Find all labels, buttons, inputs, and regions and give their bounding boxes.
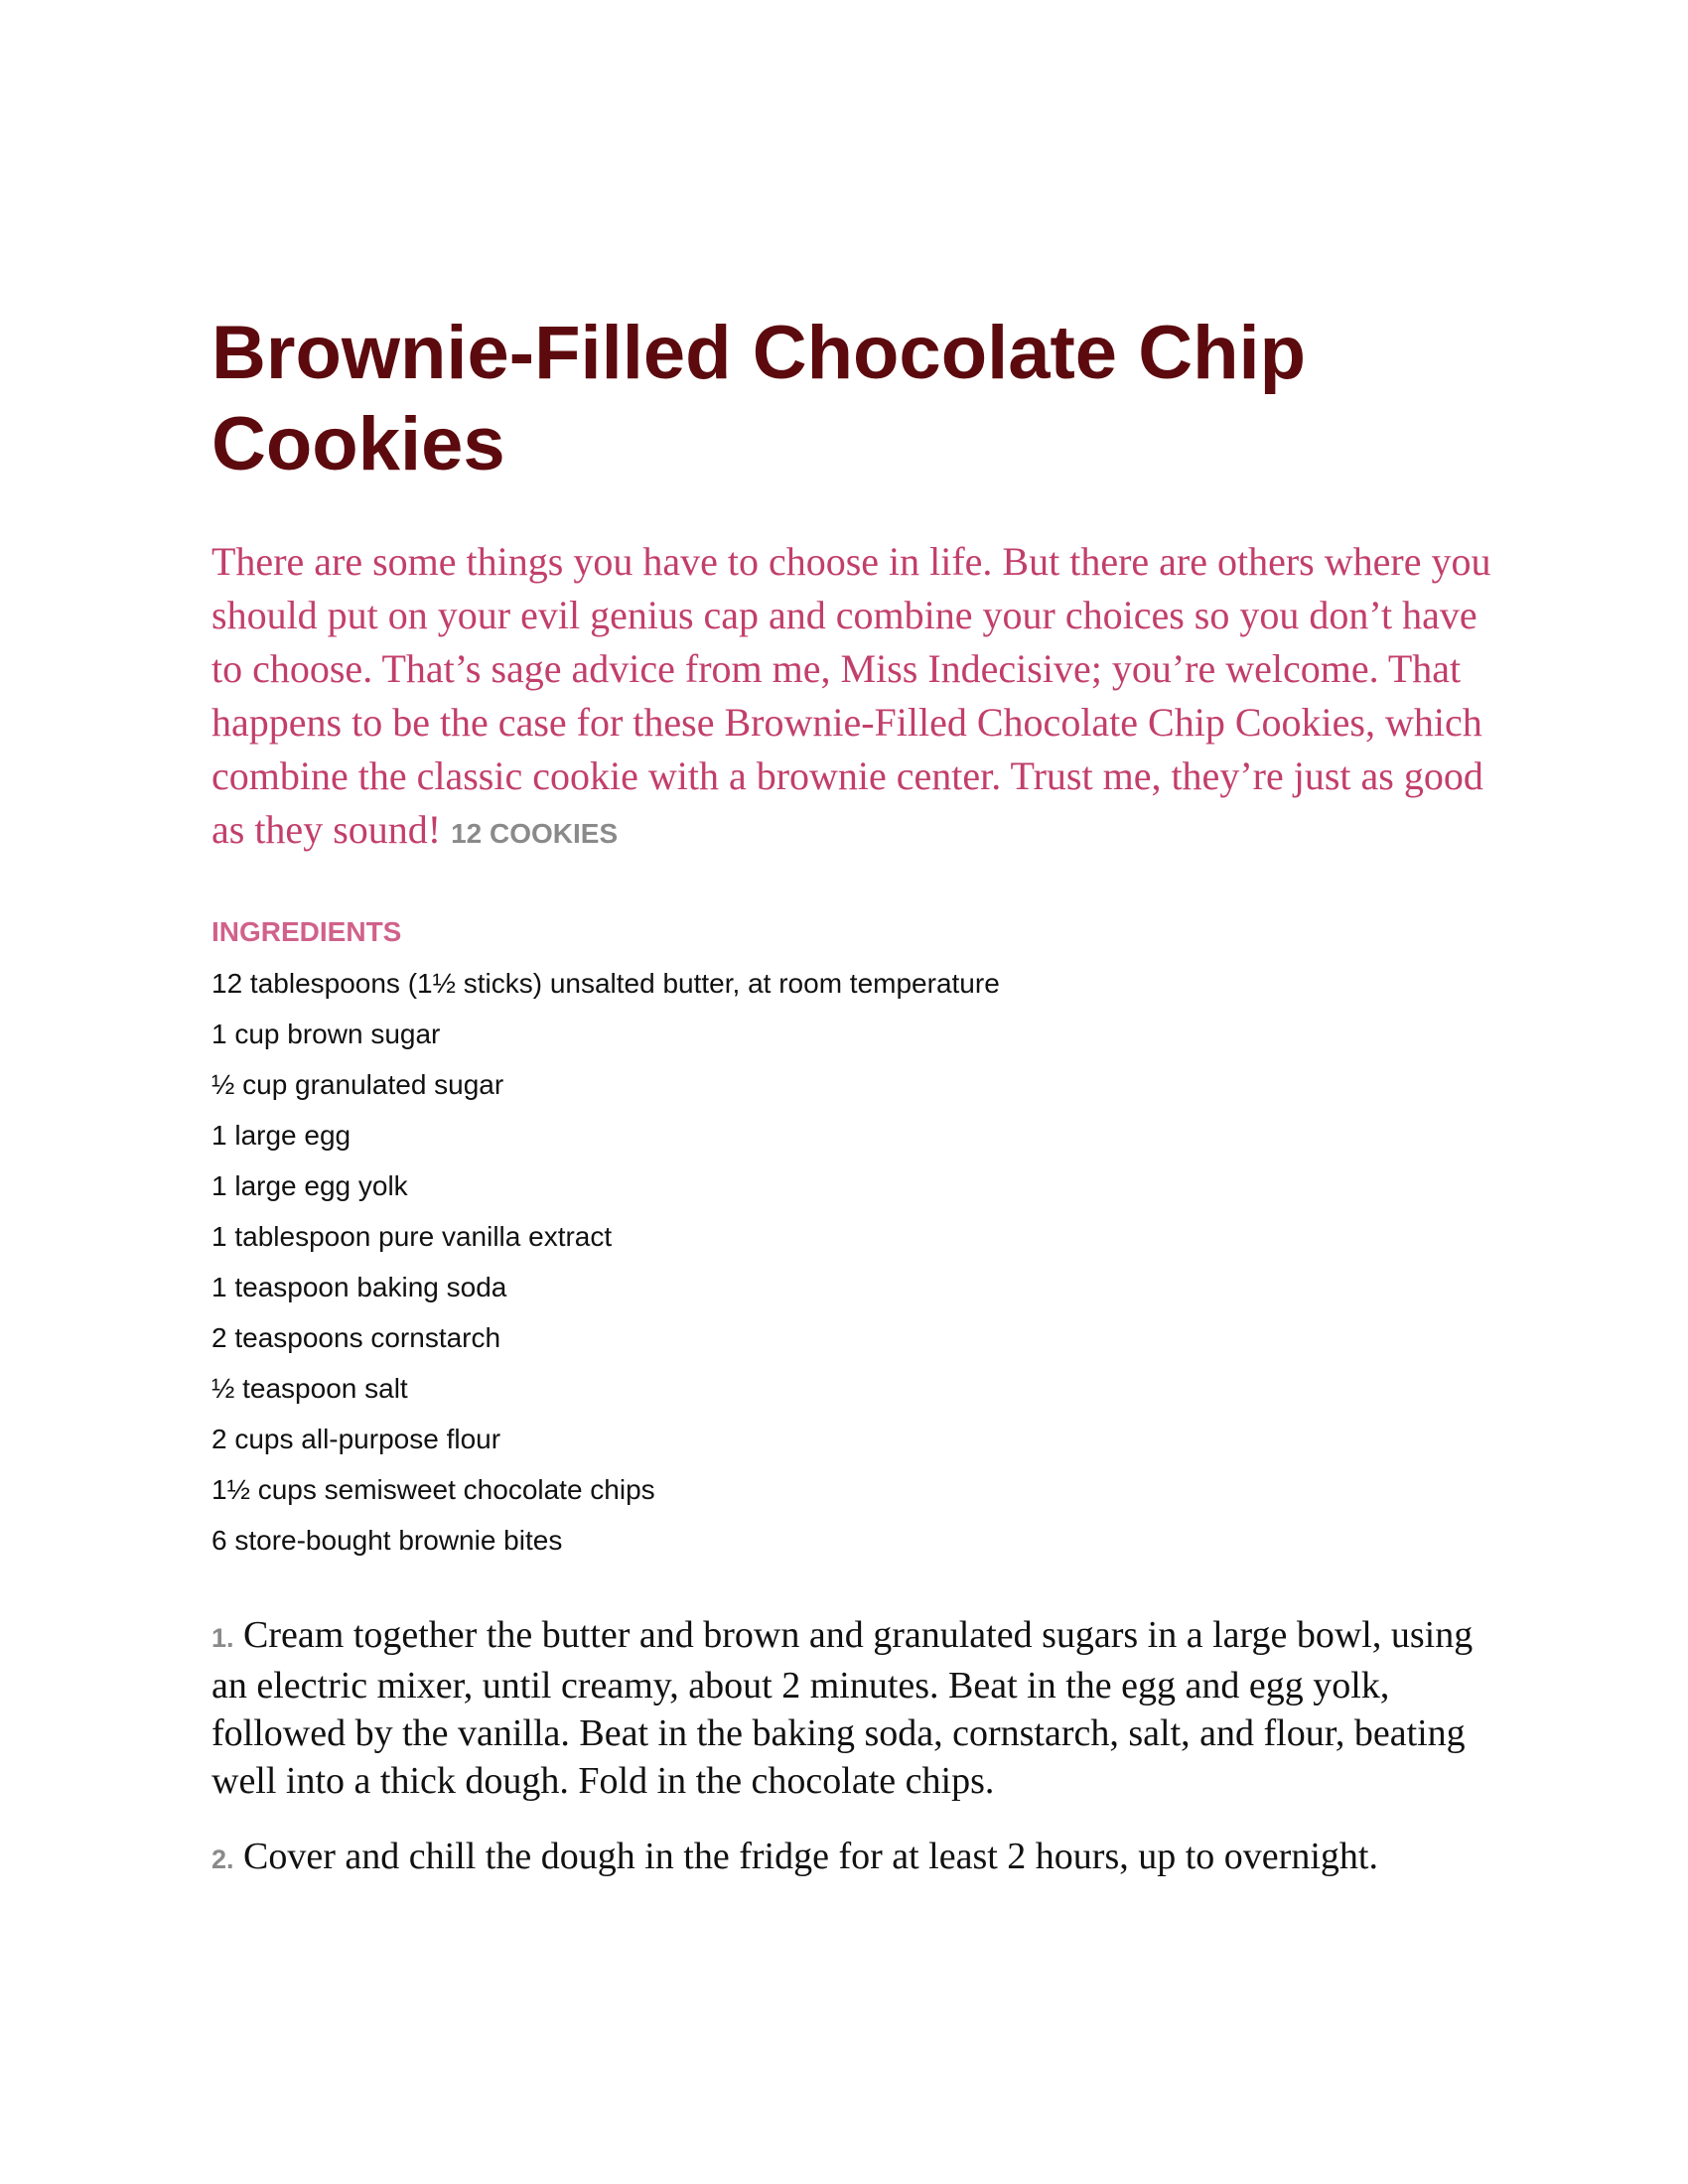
step-item bbox=[211, 1611, 1502, 1805]
ingredient-item: 2 cups all-purpose flour bbox=[211, 1424, 501, 1454]
ingredient-item: 1 cup brown sugar bbox=[211, 1019, 441, 1049]
step-text: Cream together the butter and brown and granulated sugars in a large bowl, using an electric mixer, until creamy, about 2 minutes. Beat in the egg and egg yolk, followed by the vanilla. Beat in the baking soda, cornstarch, salt, and flour, beating well into a thick dough. Fold in the chocolate chips. bbox=[211, 1614, 1474, 1802]
recipe-page bbox=[211, 308, 1502, 1911]
step-number: 1. bbox=[211, 1623, 234, 1653]
ingredient-item: 1 teaspoon baking soda bbox=[211, 1272, 507, 1302]
ingredient-item: ½ cup granulated sugar bbox=[211, 1069, 504, 1100]
ingredients-heading: INGREDIENTS bbox=[211, 916, 402, 947]
ingredient-item: 1½ cups semisweet chocolate chips bbox=[211, 1474, 655, 1505]
ingredient-item: 1 tablespoon pure vanilla extract bbox=[211, 1221, 613, 1252]
steps-list bbox=[211, 1611, 1502, 1883]
step-number: 2. bbox=[211, 1844, 234, 1874]
ingredient-item: 1 large egg yolk bbox=[211, 1170, 408, 1201]
intro-text: There are some things you have to choose in life. But there are others where you should put on your evil genius cap and combine your choices so you don’t have to choose. That’s sage advice from me, Miss Indecisive; you’re welcome. That happens to be the case for these Brownie-Filled Chocolate Chip Cookies, which combine the classic cookie with a brownie center. Trust me, they’re just as good as they sound! bbox=[211, 539, 1491, 852]
recipe-title: Brownie-Filled Chocolate Chip Cookies bbox=[211, 311, 1307, 486]
step-item bbox=[211, 1833, 1502, 1883]
ingredient-item: 2 teaspoons cornstarch bbox=[211, 1322, 501, 1353]
ingredient-item: ½ teaspoon salt bbox=[211, 1373, 408, 1404]
ingredient-item: 6 store-bought brownie bites bbox=[211, 1525, 563, 1556]
ingredient-item: 1 large egg bbox=[211, 1120, 352, 1151]
step-text: Cover and chill the dough in the fridge for at least 2 hours, up to overnight. bbox=[243, 1836, 1378, 1877]
ingredients-list bbox=[211, 958, 1502, 1566]
ingredient-item: 12 tablespoons (1½ sticks) unsalted butter, at room temperature bbox=[211, 968, 1000, 999]
yield-label: 12 COOKIES bbox=[451, 818, 619, 849]
recipe-intro bbox=[211, 535, 1502, 861]
